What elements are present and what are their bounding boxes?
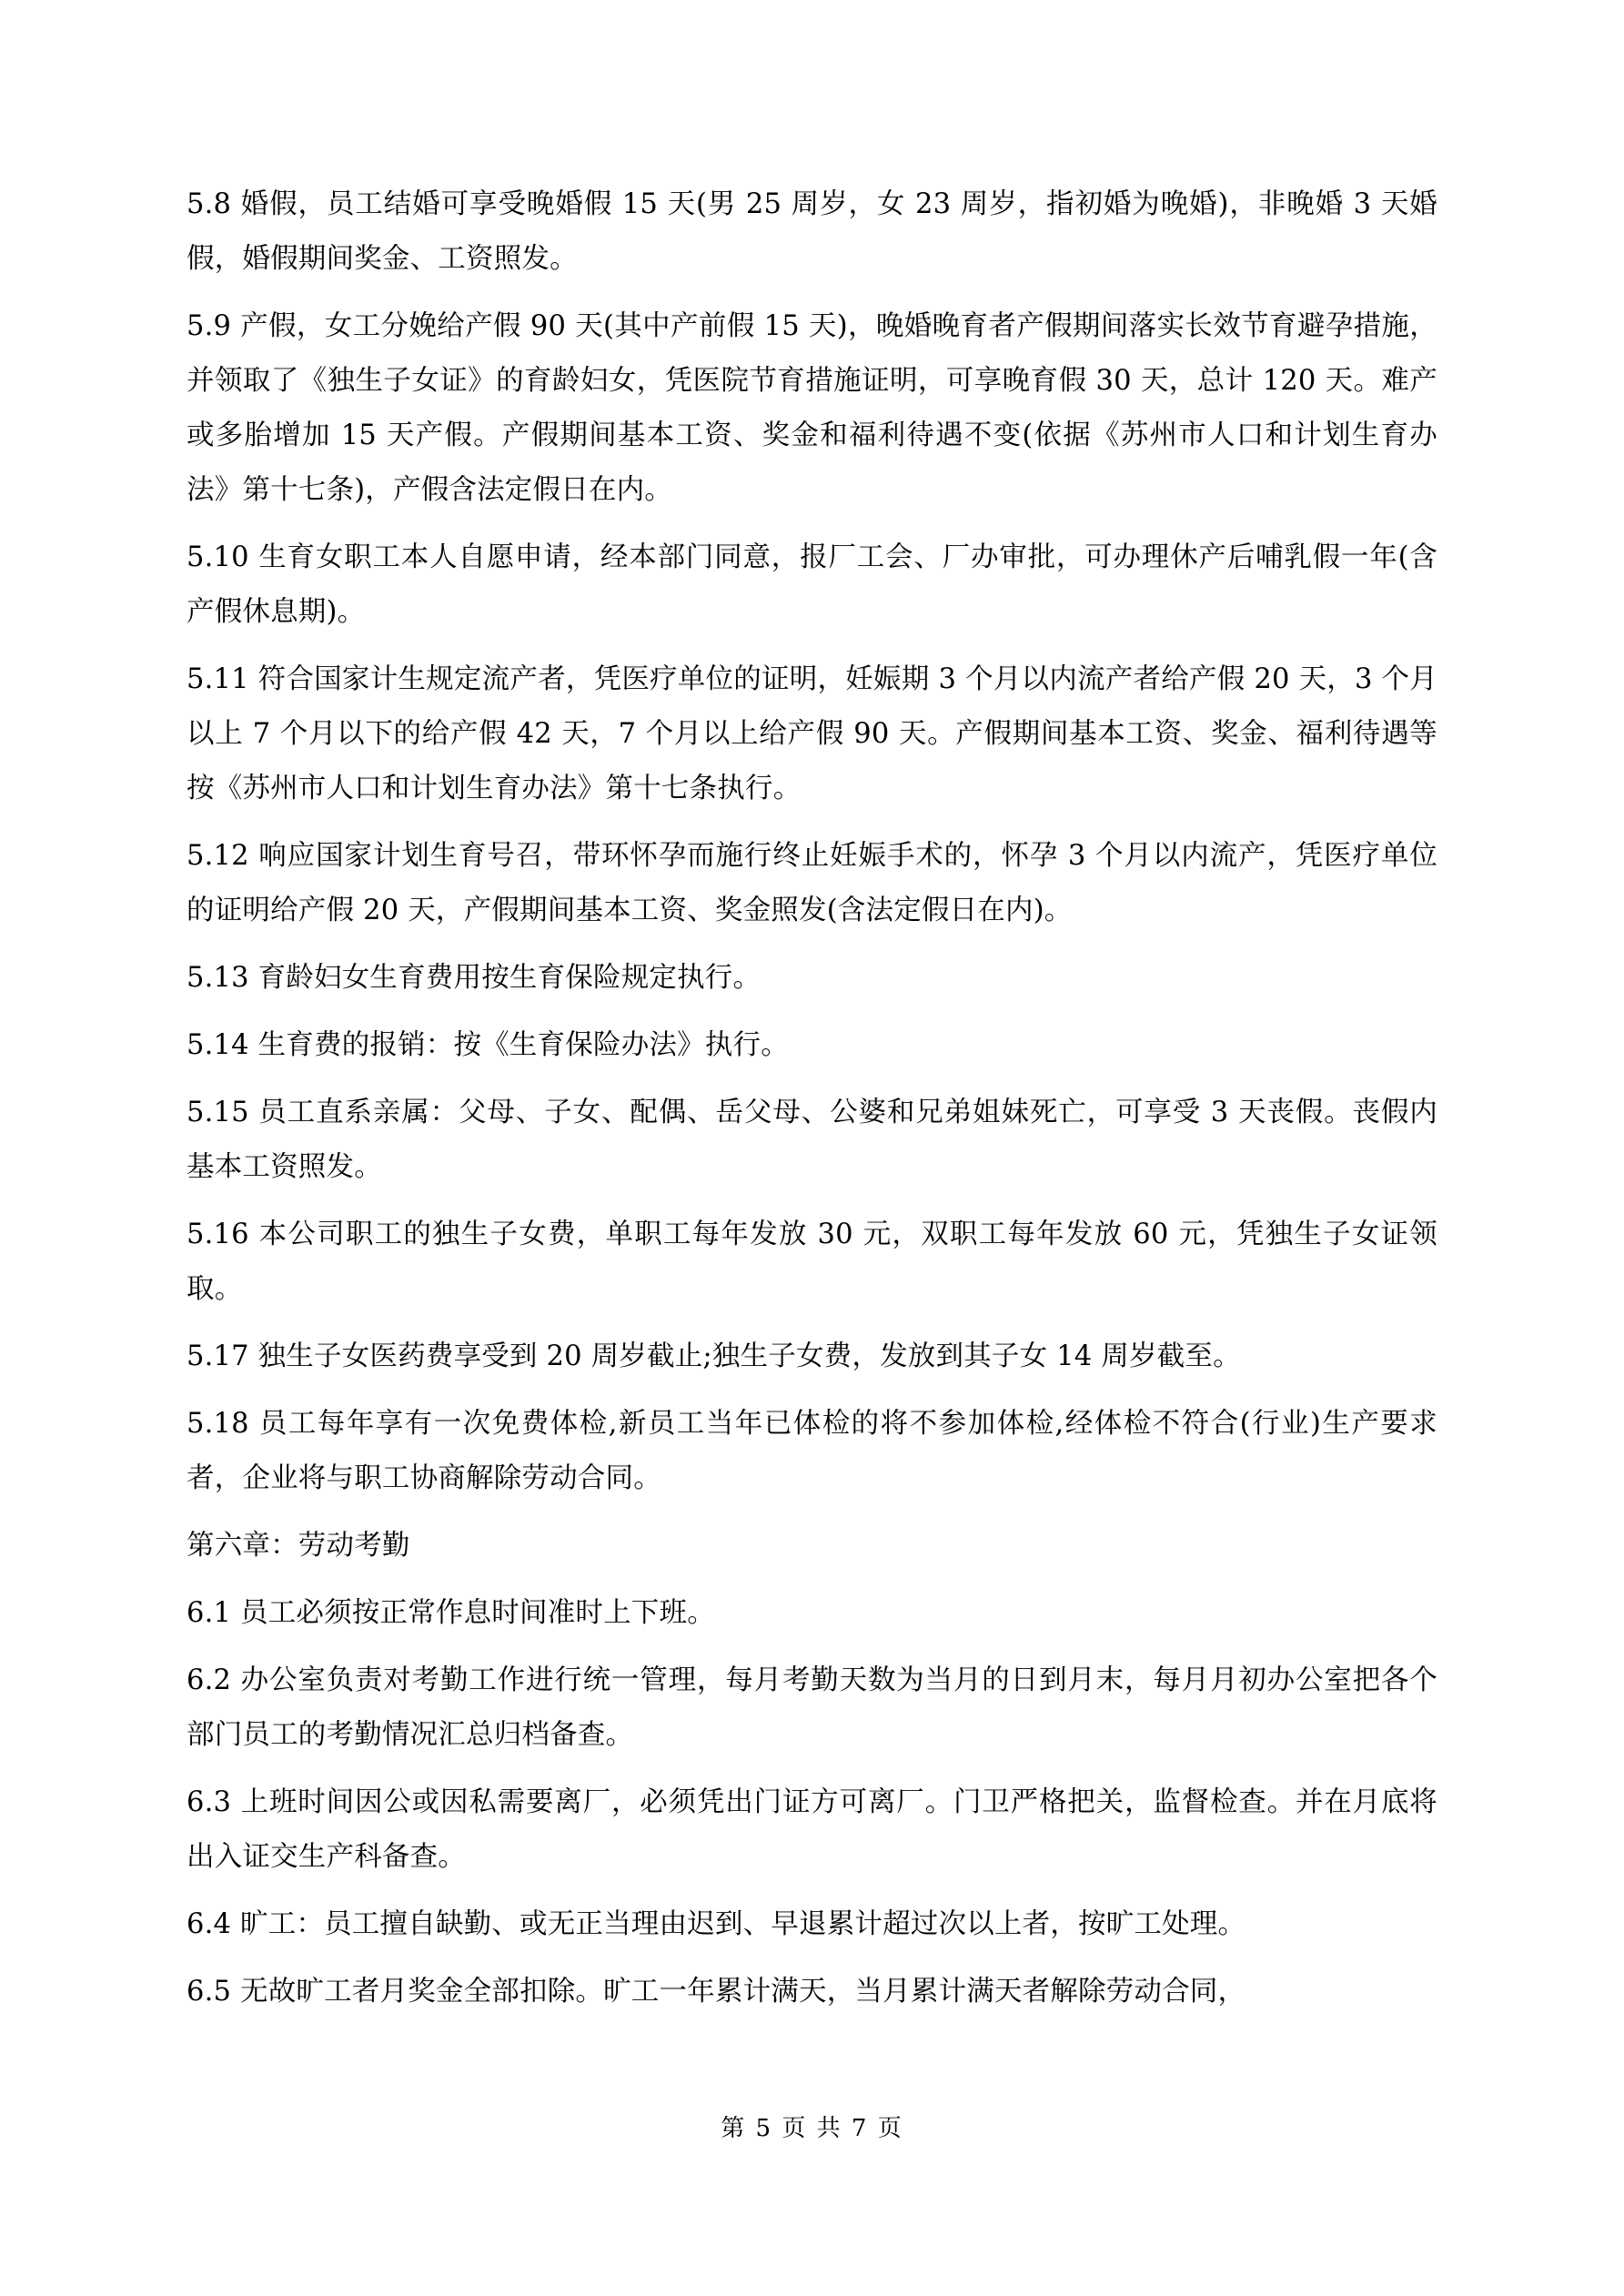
paragraph: 6.3 上班时间因公或因私需要离厂，必须凭出门证方可离厂。门卫严格把关，监督检查。并在月底将出入证交生产科备查。 — [187, 1786, 1437, 1873]
page-footer: 第 5 页 共 7 页 — [721, 2115, 903, 2142]
paragraph: 6.5 无故旷工者月奖金全部扣除。旷工一年累计满天，当月累计满天者解除劳动合同， — [187, 1976, 1246, 2008]
paragraph: 6.4 旷工：员工擅自缺勤、或无正当理由迟到、早退累计超过次以上者，按旷工处理。 — [187, 1908, 1246, 1940]
paragraph: 5.15 员工直系亲属：父母、子女、配偶、岳父母、公婆和兄弟姐妹死亡，可享受 3 天丧假。丧假内基本工资照发。 — [187, 1097, 1437, 1183]
paragraph: 5.12 响应国家计划生育号召，带环怀孕而施行终止妊娠手术的，怀孕 3 个月以内流产，凭医疗单位的证明给产假 20 天，产假期间基本工资、奖金照发(含法定假日在内)。 — [187, 840, 1437, 926]
paragraph: 5.8 婚假，员工结婚可享受晚婚假 15 天(男 25 周岁，女 23 周岁，指初婚为晚婚)，非晚婚 3 天婚假，婚假期间奖金、工资照发。 — [187, 188, 1437, 275]
paragraph: 6.1 员工必须按正常作息时间准时上下班。 — [187, 1597, 715, 1629]
section-heading: 第六章：劳动考勤 — [187, 1530, 410, 1562]
paragraph: 6.2 办公室负责对考勤工作进行统一管理，每月考勤天数为当月的日到月末，每月月初办公室把各个部门员工的考勤情况汇总归档备查。 — [187, 1664, 1437, 1751]
paragraph: 5.17 独生子女医药费享受到 20 周岁截止;独生子女费，发放到其子女 14 周岁截至。 — [187, 1340, 1241, 1372]
paragraph: 5.11 符合国家计生规定流产者，凭医疗单位的证明，妊娠期 3 个月以内流产者给产假 20 天，3 个月以上 7 个月以下的给产假 42 天，7 个月以上给产假 90 天。产假期间基本工资、奖金、福利待遇等按《苏州市人口和计划生育办法》第十七条执行。 — [187, 663, 1437, 804]
paragraph: 5.14 生育费的报销：按《生育保险办法》执行。 — [187, 1029, 789, 1061]
paragraph: 5.16 本公司职工的独生子女费，单职工每年发放 30 元，双职工每年发放 60 元，凭独生子女证领取。 — [187, 1219, 1437, 1305]
document-body — [187, 177, 1437, 2032]
paragraph: 5.10 生育女职工本人自愿申请，经本部门同意，报厂工会、厂办审批，可办理休产后哺乳假一年(含产假休息期)。 — [187, 541, 1437, 628]
paragraph: 5.9 产假，女工分娩给产假 90 天(其中产前假 15 天)，晚婚晚育者产假期间落实长效节育避孕措施，并领取了《独生子女证》的育龄妇女，凭医院节育措施证明，可享晚育假 30 天，总计 120 天。难产或多胎增加 15 天产假。产假期间基本工资、奖金和福利待遇不变(依据《苏州市人口和计划生育办法》第十七条)，产假含法定假日在内。 — [187, 310, 1437, 506]
paragraph: 5.13 育龄妇女生育费用按生育保险规定执行。 — [187, 962, 762, 994]
paragraph: 5.18 员工每年享有一次免费体检,新员工当年已体检的将不参加体检,经体检不符合(行业)生产要求者，企业将与职工协商解除劳动合同。 — [187, 1408, 1437, 1494]
